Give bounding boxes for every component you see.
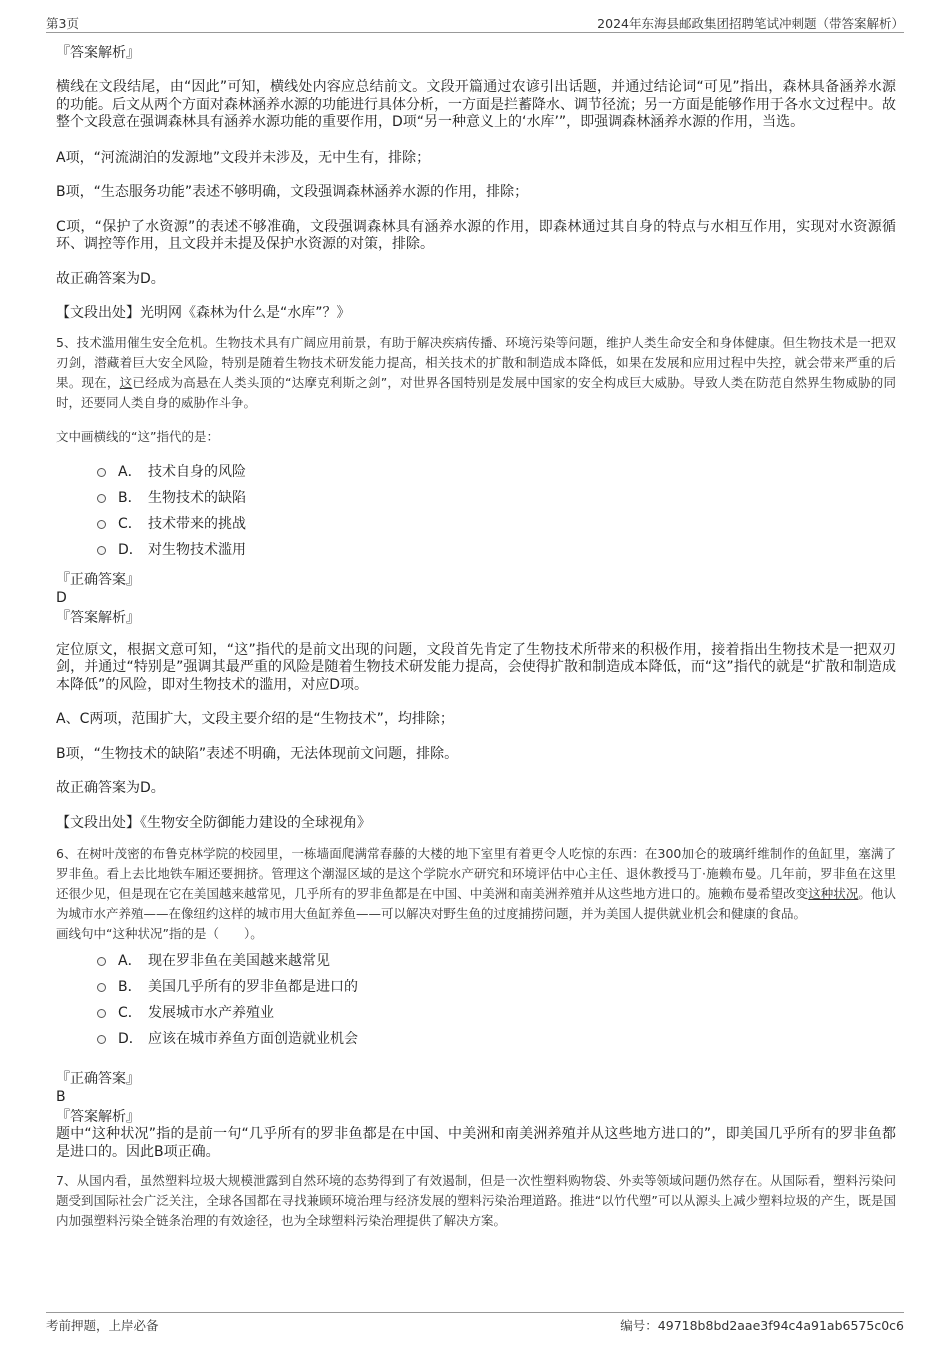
- q6-option-c[interactable]: [96, 1000, 896, 1026]
- document-title: 2024年东海县邮政集团招聘笔试冲刺题（带答案解析）: [597, 16, 904, 31]
- page-header: [46, 12, 904, 33]
- q5-analysis-option-ac: A、C两项，范围扩大，文段主要介绍的是“生物技术”，均排除；: [56, 711, 454, 727]
- q5-correct-answer: D: [56, 589, 67, 606]
- q4-analysis-paragraph: 横线在文段结尾，由“因此”可知，横线处内容应总结前文。文段开篇通过农谚引出话题，并通过结论词“可见”指出，森林具备涵养水源的功能。后文从两个方面对森林涵养水源的功能进行具体分析，一方面是拦蓄降水、调节径流；另一方面是能够作用于各水文过程中。故整个文段意在强调森林具有涵养水源功能的重要作用，D项“另一种意义上的‘水库’”，即强调森林涵养水源的作用，当选。: [56, 79, 896, 130]
- option-text: 生物技术的缺陷: [148, 489, 246, 506]
- page-content: [56, 44, 896, 1231]
- q6-option-a[interactable]: [96, 948, 896, 974]
- q6-option-d[interactable]: [96, 1026, 896, 1052]
- q5-analysis-option-b: B项，“生物技术的缺陷”表述不明确，无法体现前文问题，排除。: [56, 745, 459, 762]
- radio-icon[interactable]: [97, 1009, 106, 1018]
- option-key: D．: [118, 1031, 143, 1047]
- option-text: 技术带来的挑战: [148, 515, 246, 532]
- option-key: A．: [118, 463, 142, 480]
- option-key: B．: [118, 489, 142, 506]
- option-text: 美国几乎所有的罗非鱼都是进口的: [148, 979, 358, 995]
- option-key: C．: [118, 1005, 142, 1021]
- option-key: D．: [118, 541, 143, 558]
- analysis-label: 『答案解析』: [56, 609, 140, 626]
- radio-icon[interactable]: [97, 957, 106, 966]
- radio-icon[interactable]: [97, 468, 106, 477]
- q5-conclusion: 故正确答案为D。: [56, 780, 165, 796]
- option-key: A．: [118, 953, 142, 969]
- footer-slogan: 考前押题，上岸必备: [46, 1318, 159, 1333]
- option-text: 应该在城市养鱼方面创造就业机会: [148, 1031, 358, 1047]
- q4-conclusion: 故正确答案为D。: [56, 270, 165, 287]
- page-footer: [46, 1312, 904, 1335]
- option-text: 对生物技术滥用: [148, 541, 246, 558]
- q5-source: 【文段出处】《生物安全防御能力建设的全球视角》: [56, 814, 371, 831]
- radio-icon[interactable]: [97, 494, 106, 503]
- q6-correct-answer: B: [56, 1089, 66, 1105]
- q5-option-b[interactable]: [96, 485, 896, 511]
- q6-option-b[interactable]: [96, 974, 896, 1000]
- option-key: C．: [118, 515, 142, 532]
- q5-stem-underlined: 这: [119, 374, 133, 390]
- q4-analysis-option-c: C项，“保护了水资源”的表述不够准确，文段强调森林具有涵养水源的作用，即森林通过其自身的特点与水相互作用，实现对水资源循环、调控等作用，且文段并未提及保护水资源的对策，排除。: [56, 218, 896, 252]
- option-text: 发展城市水产养殖业: [148, 1005, 274, 1021]
- analysis-label: 『答案解析』: [56, 45, 140, 61]
- page-number: 第3页: [46, 16, 79, 31]
- radio-icon[interactable]: [97, 546, 106, 555]
- radio-icon[interactable]: [97, 520, 106, 529]
- analysis-label: 『答案解析』: [56, 1109, 140, 1125]
- q6-stem-part2: 。他认为城市水产养殖——在像纽约这样的城市用大鱼缸养鱼——可以解决对野生鱼的过度捕捞问题，并为美国人提供就业机会和健康的食品。: [56, 886, 896, 921]
- q5-options: [96, 459, 896, 563]
- q5-option-a[interactable]: [96, 459, 896, 485]
- q4-analysis-option-b: B项，“生态服务功能”表述不够明确，文段强调森林涵养水源的作用，排除；: [56, 184, 529, 200]
- q5-option-d[interactable]: [96, 537, 896, 563]
- q4-analysis-option-a: A项，“河流湖泊的发源地”文段并未涉及，无中生有，排除；: [56, 149, 431, 166]
- option-key: B．: [118, 979, 142, 995]
- q6-question: 画线句中“这种状况”指的是（ ）。: [56, 926, 263, 941]
- correct-answer-label: 『正确答案』: [56, 1071, 140, 1087]
- q6-analysis-paragraph: 题中“这种状况”指的是前一句“几乎所有的罗非鱼都是在中国、中美洲和南美洲养殖并从这些地方进口的”，即美国几乎所有的罗非鱼都是进口的。因此B项正确。: [56, 1126, 896, 1160]
- q5-stem: [56, 333, 896, 413]
- q7-stem: 7、从国内看，虽然塑料垃圾大规模泄露到自然环境的态势得到了有效遏制，但是一次性塑料购物袋、外卖等领域问题仍然存在。从国际看，塑料污染问题受到国际社会广泛关注，全球各国都在寻找兼顾环境治理与经济发展的塑料污染治理道路。推进“以竹代塑”可以从源头上减少塑料垃圾的产生，既是国内加强塑料污染全链条治理的有效途径，也为全球塑料污染治理提供了解决方案。: [56, 1173, 896, 1228]
- q6-options: [96, 948, 896, 1052]
- q4-source: 【文段出处】光明网《森林为什么是“水库”？》: [56, 305, 351, 321]
- q6-stem: [56, 844, 896, 924]
- q5-question: 文中画横线的“这”指代的是：: [56, 428, 219, 444]
- q5-stem-part1: 5、技术滥用催生安全危机。生物技术具有广阔应用前景，有助于解决疾病传播、环境污染等问题，维护人类生命安全和身体健康。但生物技术是一把双刃剑，潜藏着巨大安全风险，特别是随着生物技术研发能力提高，相关技术的扩散和制造成本降低，如果在发展和应用过程中失控，就会带来严重的后果。现在，: [56, 334, 896, 390]
- radio-icon[interactable]: [97, 1035, 106, 1044]
- document-id: 编号：49718b8bd2aae3f94c4a91ab6575c0c6: [620, 1318, 904, 1333]
- option-text: 现在罗非鱼在美国越来越常见: [148, 953, 330, 969]
- radio-icon[interactable]: [97, 983, 106, 992]
- q6-stem-part1: 6、在树叶茂密的布鲁克林学院的校园里，一栋墙面爬满常春藤的大楼的地下室里有着更令人吃惊的东西：在300加仑的玻璃纤维制作的鱼缸里，塞满了罗非鱼。看上去比地铁车厢还要拥挤。管理这个潮湿区域的是这个学院水产研究和环境评估中心主任、退休教授马丁·施赖布曼。几年前，罗非鱼在这里还很少见，但是现在它在美国越来越常见，几乎所有的罗非鱼都是在中国、中美洲和南美洲养殖并从这些地方进口的。施赖布曼希望改变: [56, 846, 896, 901]
- q6-stem-underlined: 这种状况: [808, 886, 859, 901]
- correct-answer-label: 『正确答案』: [56, 571, 140, 588]
- q5-stem-part2: 已经成为高悬在人类头顶的“达摩克利斯之剑”，对世界各国特别是发展中国家的安全构成巨大威胁。导致人类在防范自然界生物威胁的同时，还要同人类自身的威胁作斗争。: [56, 374, 896, 410]
- option-text: 技术自身的风险: [148, 463, 246, 480]
- q5-option-c[interactable]: [96, 511, 896, 537]
- q5-analysis-paragraph: 定位原文，根据文意可知，“这”指代的是前文出现的问题，文段首先肯定了生物技术所带来的积极作用，接着指出生物技术是一把双刃剑，并通过“特别是”强调其最严重的风险是随着生物技术研发能力提高，会使得扩散和制造成本降低，而“这”指代的就是“扩散和制造成本降低”的风险，即对生物技术的滥用，对应D项。: [56, 641, 896, 693]
